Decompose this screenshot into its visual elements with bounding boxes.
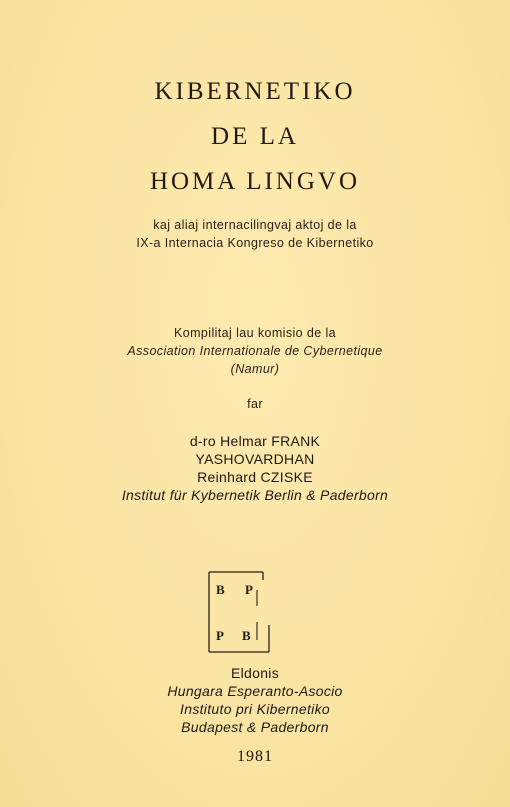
author-1: d-ro Helmar FRANK [189, 433, 321, 449]
publisher-logo [205, 570, 273, 654]
author-institute: Institut für Kybernetik Berlin & Paderborn [121, 487, 389, 503]
title-line-3: HOMA LINGVO [149, 168, 361, 195]
logo-letter-br: B [242, 628, 251, 643]
publication-year: 1981 [237, 748, 273, 765]
subtitle-line-1: kaj aliaj internacilingvaj aktoj de la [153, 218, 357, 232]
compiled-line-1: Kompilitaj lau komisio de la [174, 326, 336, 340]
logo-letter-tr: P [245, 582, 253, 597]
publisher-line-2: Instituto pri Kibernetiko [180, 701, 330, 717]
compiled-by: far [247, 397, 263, 411]
compiled-line-2: Association Internationale de Cybernetique [127, 344, 383, 358]
logo-letter-tl: B [216, 582, 225, 597]
subtitle-line-2: IX-a Internacia Kongreso de Kibernetiko [136, 236, 374, 250]
publisher-line-3: Budapest & Paderborn [181, 719, 329, 735]
compiled-line-3: (Namur) [230, 362, 280, 376]
author-2: YASHOVARDHAN [195, 451, 315, 467]
title-line-1: KIBERNETIKO [154, 78, 356, 105]
author-3: Reinhard CZISKE [197, 469, 313, 485]
publisher-label: Eldonis [230, 665, 280, 681]
logo-letter-bl: P [216, 628, 224, 643]
title-line-2: DE LA [211, 123, 299, 150]
publisher-line-1: Hungara Esperanto-Asocio [167, 683, 343, 699]
